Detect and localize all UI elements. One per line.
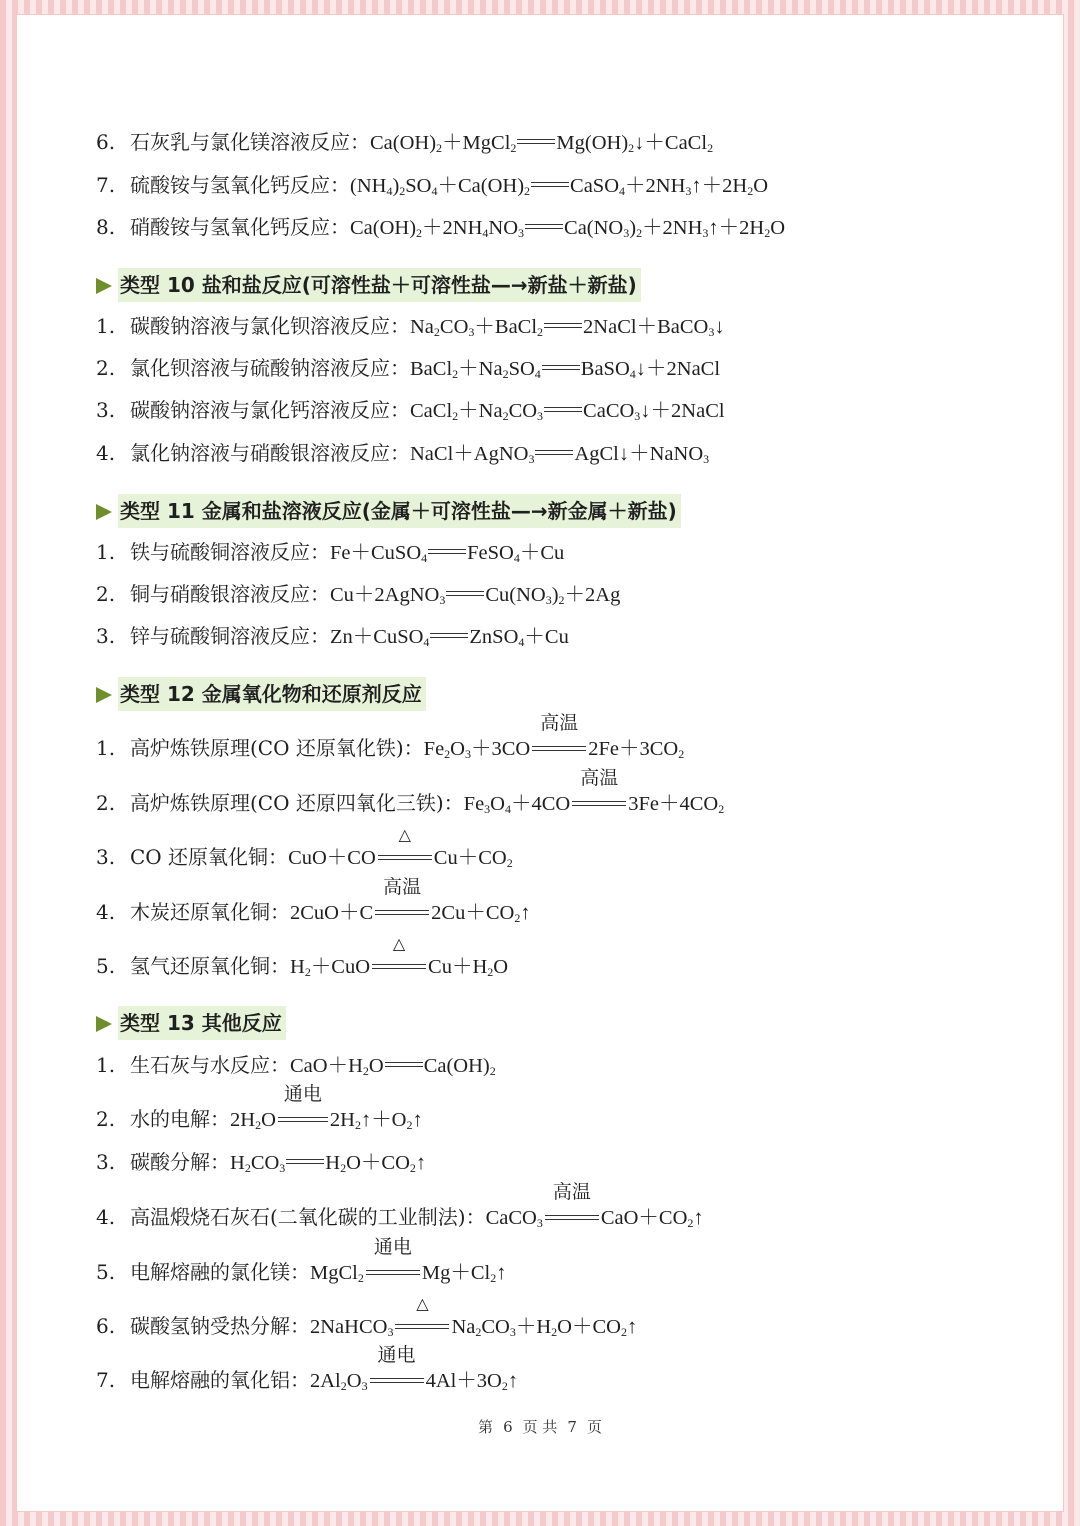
section-heading bbox=[96, 268, 641, 302]
item-number: 5. bbox=[96, 954, 116, 978]
equation: 2CuO＋C 高温 $2Cu+CO_2↑$ bbox=[290, 876, 531, 925]
section-heading bbox=[96, 494, 681, 528]
list-item bbox=[96, 171, 768, 200]
equation: MgCl$_2$ 通电 $Mg+Cl_2↑$ bbox=[310, 1236, 507, 1285]
item-label: 锌与硫酸铜溶液反应： bbox=[130, 624, 330, 648]
equation: $CaO+H_2O$ $Ca(OH)_2$ bbox=[290, 1055, 496, 1078]
item-number: 3. bbox=[96, 398, 116, 422]
section-heading bbox=[96, 1006, 286, 1040]
arrow-marker-icon bbox=[96, 278, 112, 294]
section-title: 类型 11 金属和盐溶液反应(金属＋可溶性盐—→新金属＋新盐) bbox=[118, 494, 681, 528]
equation: $Fe_3O_4+4CO$ 高温 $3Fe+4CO_2$ bbox=[463, 767, 725, 816]
list-item bbox=[96, 354, 720, 383]
list-item bbox=[96, 439, 709, 468]
reaction-condition: 高温 bbox=[543, 1204, 601, 1232]
reaction-condition: 通电 bbox=[368, 1367, 426, 1395]
section-title: 类型 10 盐和盐反应(可溶性盐＋可溶性盐—→新盐＋新盐) bbox=[118, 268, 641, 302]
footer-text: 页 共 bbox=[522, 1418, 558, 1436]
equation: $Ca(OH)_2+2NH_4NO_3$ $Ca(NO_3)_2+2NH_3↑+2H_2O$ bbox=[350, 217, 786, 240]
item-number: 2. bbox=[96, 791, 116, 815]
item-label: 生石灰与水反应： bbox=[130, 1053, 290, 1077]
reaction-condition: 高温 bbox=[570, 790, 628, 818]
item-number: 3. bbox=[96, 845, 116, 869]
item-label: 高温煅烧石灰石(二氧化碳的工业制法)： bbox=[130, 1205, 486, 1229]
reaction-condition: 高温 bbox=[373, 899, 431, 927]
item-label: 水的电解： bbox=[130, 1107, 230, 1131]
reaction-condition: 高温 bbox=[530, 735, 588, 763]
reaction-condition: 通电 bbox=[364, 1259, 422, 1287]
item-number: 4. bbox=[96, 441, 116, 465]
page-number: 6 bbox=[503, 1418, 513, 1436]
equation: 2NaHCO$_3$ △ $Na_2CO_3+H_2O+CO_2↑$ bbox=[310, 1294, 638, 1339]
item-number: 3. bbox=[96, 624, 116, 648]
item-label: 铁与硫酸铜溶液反应： bbox=[130, 540, 330, 564]
equation: $CaCl_2+Na_2CO_3$ CaCO$_3$↓＋2NaCl bbox=[410, 400, 725, 423]
section-heading bbox=[96, 677, 426, 711]
list-item bbox=[96, 1344, 519, 1395]
item-label: 氯化钡溶液与硫酸钠溶液反应： bbox=[130, 356, 410, 380]
equation: $BaCl_2+Na_2SO_4$ BaSO$_4$↓＋2NaCl bbox=[410, 358, 721, 381]
list-item bbox=[96, 312, 725, 341]
list-item bbox=[96, 1148, 426, 1177]
equation: CuO＋CO △ $Cu+CO_2$ bbox=[288, 825, 513, 870]
list-item bbox=[96, 767, 725, 818]
item-number: 3. bbox=[96, 1150, 116, 1174]
item-label: 电解熔融的氧化铝： bbox=[130, 1368, 310, 1392]
list-item bbox=[96, 396, 725, 425]
equation: $H_2+CuO$ △ $Cu+H_2O$ bbox=[290, 934, 509, 979]
item-number: 1. bbox=[96, 1053, 116, 1077]
item-number: 1. bbox=[96, 314, 116, 338]
item-label: 木炭还原氧化铜： bbox=[130, 900, 290, 924]
list-item bbox=[96, 934, 509, 981]
list-item bbox=[96, 213, 785, 242]
equation: Cu＋2AgNO$_3$ $Cu(NO_3)_2+2Ag$ bbox=[330, 584, 621, 607]
item-number: 7. bbox=[96, 1368, 116, 1392]
item-number: 1. bbox=[96, 540, 116, 564]
section-title: 类型 13 其他反应 bbox=[118, 1006, 286, 1040]
item-number: 8. bbox=[96, 215, 116, 239]
item-number: 6. bbox=[96, 1314, 116, 1338]
item-label: CO 还原氧化铜： bbox=[130, 845, 289, 869]
item-label: 碳酸氢钠受热分解： bbox=[130, 1314, 310, 1338]
item-number: 7. bbox=[96, 173, 116, 197]
list-item bbox=[96, 825, 513, 872]
item-label: 硝酸铵与氢氧化钙反应： bbox=[130, 215, 350, 239]
item-label: 电解熔融的氯化镁： bbox=[130, 1260, 310, 1284]
reaction-condition: △ bbox=[376, 844, 434, 872]
list-item bbox=[96, 128, 713, 157]
item-label: 硫酸铵与氢氧化钙反应： bbox=[130, 173, 350, 197]
list-item bbox=[96, 712, 685, 763]
item-label: 高炉炼铁原理(CO 还原氧化铁)： bbox=[130, 736, 424, 760]
list-item bbox=[96, 1294, 638, 1341]
equation: $(NH_4)_2SO_4+Ca(OH)_2$ $CaSO_4+2NH_3↑+2H_2O$ bbox=[350, 175, 768, 198]
arrow-marker-icon bbox=[96, 504, 112, 520]
arrow-marker-icon bbox=[96, 687, 112, 703]
footer-text: 第 bbox=[478, 1418, 494, 1436]
list-item bbox=[96, 876, 531, 927]
item-number: 1. bbox=[96, 736, 116, 760]
list-item bbox=[96, 538, 564, 567]
equation: Zn＋CuSO$_4$ ZnSO$_4$＋Cu bbox=[330, 626, 569, 649]
list-item bbox=[96, 622, 569, 651]
item-label: 碳酸钠溶液与氯化钙溶液反应： bbox=[130, 398, 410, 422]
page-footer bbox=[0, 1416, 1080, 1437]
equation: $Fe_2O_3+3CO$ 高温 $2Fe+3CO_2$ bbox=[423, 712, 685, 761]
reaction-condition: △ bbox=[370, 953, 428, 981]
footer-text: 页 bbox=[586, 1418, 602, 1436]
item-label: 铜与硝酸银溶液反应： bbox=[130, 582, 330, 606]
item-number: 6. bbox=[96, 130, 116, 154]
item-number: 5. bbox=[96, 1260, 116, 1284]
equation: $H_2CO_3$ $H_2O+CO_2↑$ bbox=[230, 1152, 427, 1175]
arrow-marker-icon bbox=[96, 1016, 112, 1032]
list-item bbox=[96, 1236, 507, 1287]
item-label: 氢气还原氧化铜： bbox=[130, 954, 290, 978]
reaction-condition: 通电 bbox=[276, 1106, 330, 1134]
equation: CaCO$_3$ 高温 $CaO+CO_2↑$ bbox=[485, 1181, 704, 1230]
equation: Fe＋CuSO$_4$ FeSO$_4$＋Cu bbox=[330, 542, 565, 565]
item-number: 2. bbox=[96, 1107, 116, 1131]
item-number: 4. bbox=[96, 900, 116, 924]
item-label: 碳酸钠溶液与氯化钡溶液反应： bbox=[130, 314, 410, 338]
list-item bbox=[96, 1083, 423, 1134]
reaction-condition: △ bbox=[393, 1313, 451, 1341]
equation: $2H_2O$ 通电 $2H_2↑+O_2↑$ bbox=[230, 1083, 423, 1132]
item-number: 4. bbox=[96, 1205, 116, 1229]
equation: $2Al_2O_3$ 通电 $4Al+3O_2↑$ bbox=[310, 1344, 519, 1393]
section-title: 类型 12 金属氧化物和还原剂反应 bbox=[118, 677, 426, 711]
item-number: 2. bbox=[96, 582, 116, 606]
equation: NaCl＋AgNO$_3$ AgCl↓＋NaNO$_3$ bbox=[410, 443, 710, 466]
item-label: 石灰乳与氯化镁溶液反应： bbox=[130, 130, 370, 154]
list-item bbox=[96, 1181, 704, 1232]
item-number: 2. bbox=[96, 356, 116, 380]
equation: $Ca(OH)_2+MgCl_2$ $Mg(OH)_2↓+CaCl_2$ bbox=[370, 132, 714, 155]
item-label: 碳酸分解： bbox=[130, 1150, 230, 1174]
equation: $Na_2CO_3+BaCl_2$ 2NaCl＋BaCO$_3$↓ bbox=[410, 316, 725, 339]
item-label: 氯化钠溶液与硝酸银溶液反应： bbox=[130, 441, 410, 465]
list-item bbox=[96, 1051, 496, 1080]
page-total: 7 bbox=[567, 1418, 577, 1436]
list-item bbox=[96, 580, 620, 609]
item-label: 高炉炼铁原理(CO 还原四氧化三铁)： bbox=[130, 791, 464, 815]
